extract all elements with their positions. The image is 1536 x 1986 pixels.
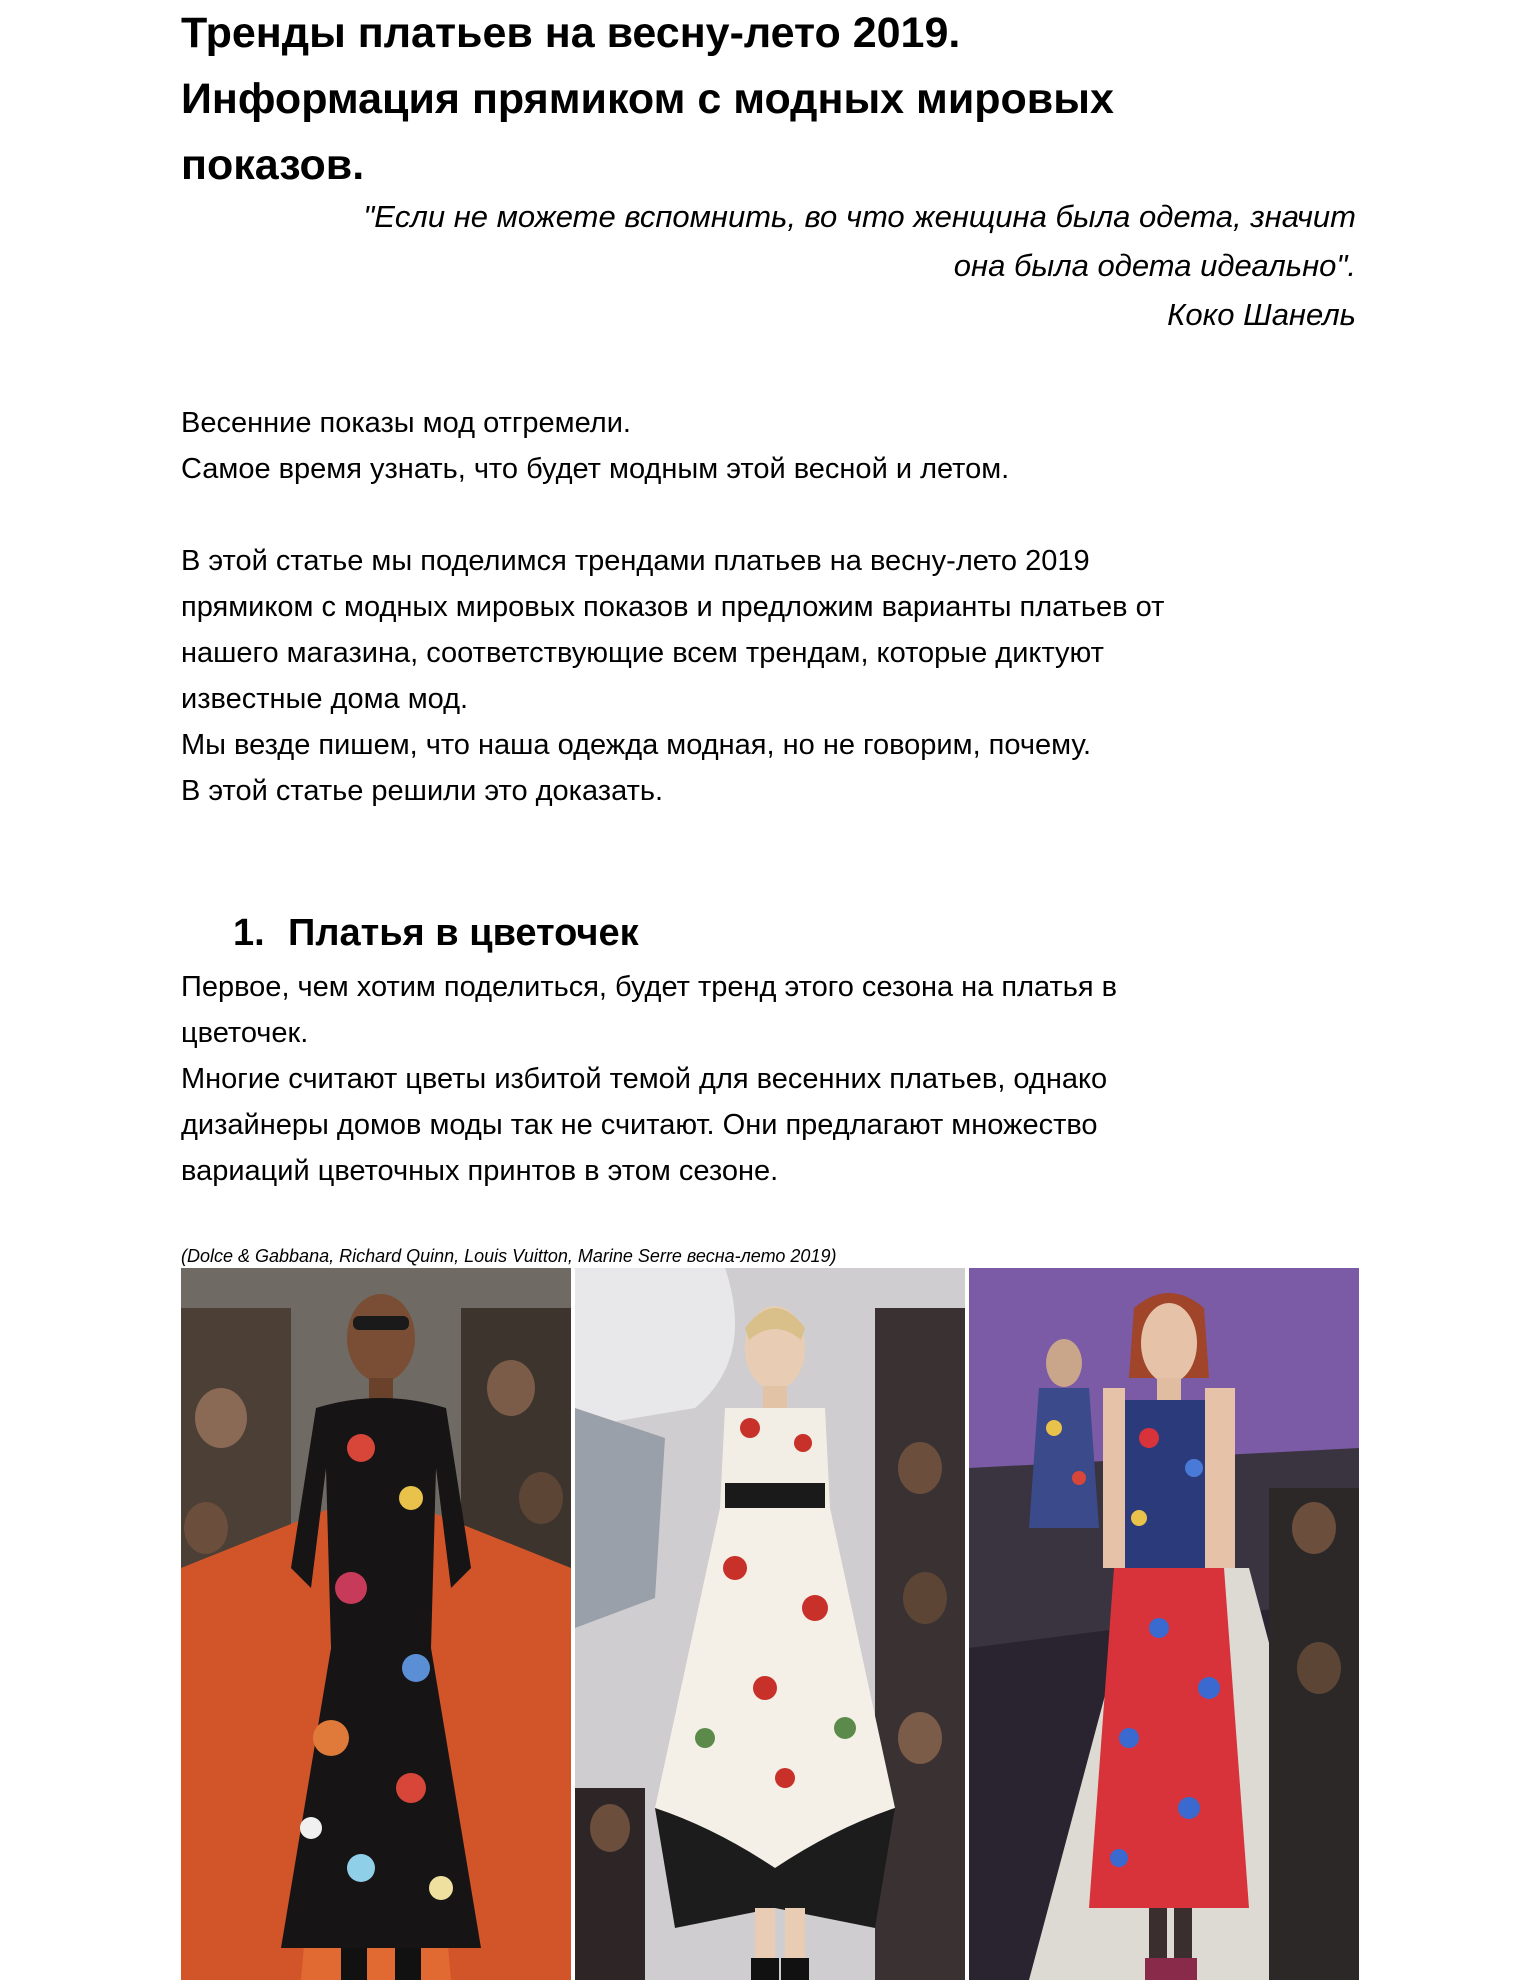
section-heading-text: Платья в цветочек: [288, 912, 639, 954]
paragraph-line: Многие считают цветы избитой темой для весенних платьев, однако: [181, 1063, 1108, 1095]
epigraph-line: "Если не можете вспомнить, во что женщина была одета, значит: [363, 199, 1356, 234]
intro-paragraph: [181, 400, 1361, 492]
paragraph-line: Первое, чем хотим поделиться, будет тренд этого сезона на платья в: [181, 971, 1118, 1003]
section-number: 1.: [233, 912, 265, 954]
paragraph-line: нашего магазина, соответствующие всем трендам, которые диктуют: [181, 637, 1104, 669]
article-title-line: Информация прямиком с модных мировых: [181, 75, 1114, 123]
article-title-line: показов.: [181, 141, 365, 189]
paragraph-line: Весенние показы мод отгремели.: [181, 407, 631, 439]
paragraph-line: Мы везде пишем, что наша одежда модная, но не говорим, почему.: [181, 729, 1092, 761]
paragraph-line: вариаций цветочных принтов в этом сезоне.: [181, 1155, 779, 1187]
runway-photo-collage: [181, 1268, 1359, 1980]
paragraph-line: В этой статье решили это доказать.: [181, 775, 664, 807]
photo-caption: (Dolce & Gabbana, Richard Quinn, Louis Vuitton, Marine Serre весна-лето 2019): [181, 1246, 837, 1266]
section-heading: [233, 905, 639, 961]
paragraph-line: прямиком с модных мировых показов и предложим варианты платьев от: [181, 591, 1165, 623]
body-paragraph: [181, 538, 1361, 814]
runway-photo-1: [181, 1268, 571, 1980]
paragraph-line: В этой статье мы поделимся трендами платьев на весну-лето 2019: [181, 545, 1090, 577]
epigraph-quote: [181, 192, 1356, 339]
paragraph-line: известные дома мод.: [181, 683, 469, 715]
runway-photo-3: [969, 1268, 1359, 1980]
section-paragraph: [181, 964, 1361, 1194]
paragraph-line: дизайнеры домов моды так не считают. Они предлагают множество: [181, 1109, 1098, 1141]
runway-photo-2: [575, 1268, 965, 1980]
article-title-line: Тренды платьев на весну-лето 2019.: [181, 9, 961, 57]
paragraph-line: Самое время узнать, что будет модным этой весной и летом.: [181, 453, 1010, 485]
epigraph-author: Коко Шанель: [1167, 297, 1356, 332]
paragraph-line: цветочек.: [181, 1017, 309, 1049]
article-title: [181, 0, 1361, 198]
epigraph-line: она была одета идеально".: [953, 248, 1356, 283]
